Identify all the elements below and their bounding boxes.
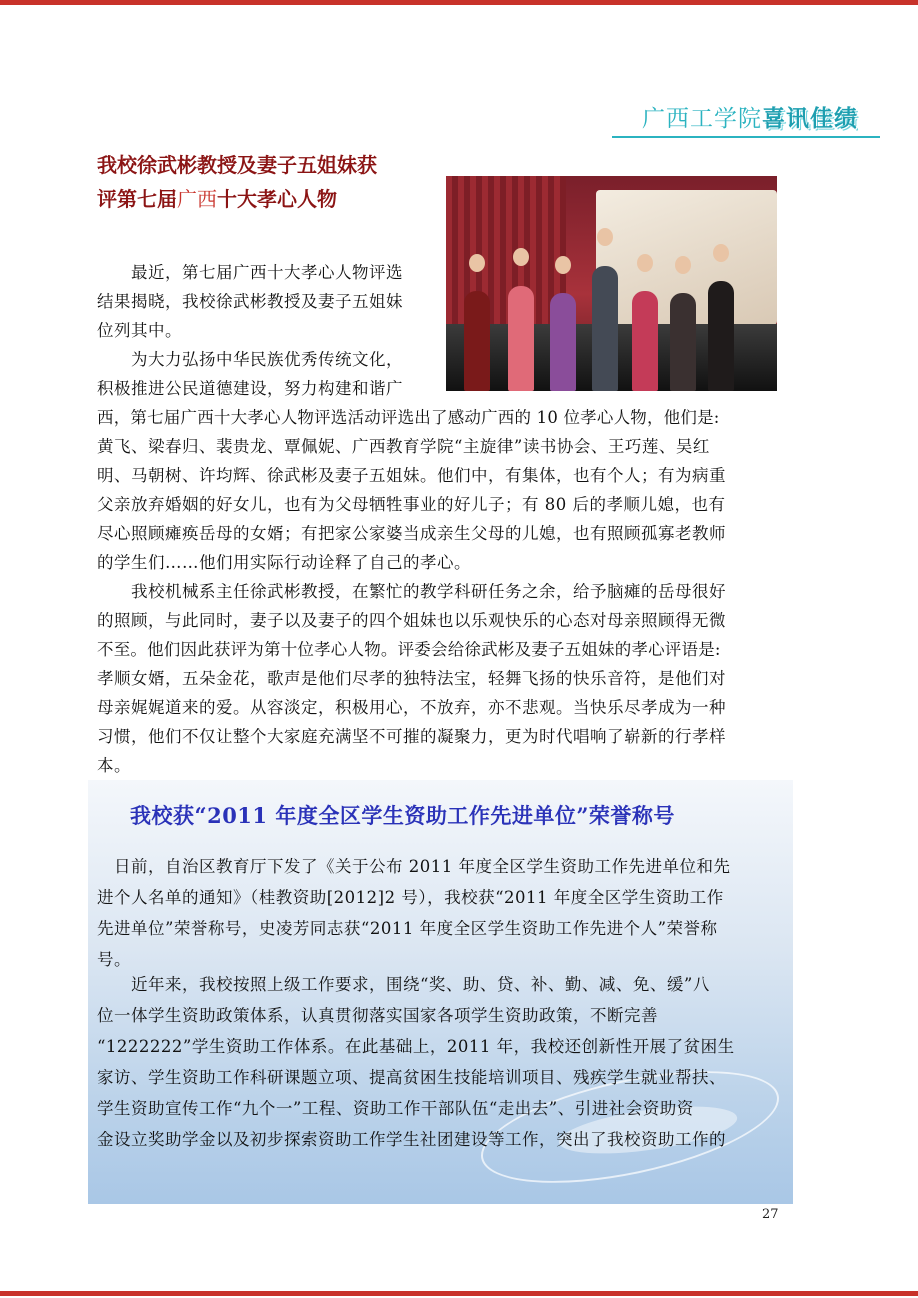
article2-title: 我校获“2011 年度全区学生资助工作先进单位”荣誉称号 (130, 803, 675, 828)
paragraph-line: 金设立奖助学金以及初步探索资助工作学生社团建设等工作，突出了我校资助工作的 (97, 1130, 726, 1149)
paragraph-line: 积极推进公民道德建设，努力构建和谐广 (97, 379, 403, 398)
paragraph-line: “1222222”学生资助工作体系。在此基础上，2011 年，我校还创新性开展了贫困生 (97, 1037, 735, 1056)
paragraph-line: 号。 (97, 950, 131, 969)
paragraph-line: 学生资助宣传工作“九个一”工程、资助工作干部队伍“走出去”、引进社会资助资 (97, 1099, 694, 1118)
title-part: 评第七届 (97, 187, 177, 211)
paragraph-line: 最近，第七届广西十大孝心人物评选 (97, 263, 403, 282)
section-header (642, 100, 858, 133)
paragraph-line: 黄飞、梁春归、裴贵龙、覃佩妮、广西教育学院“主旋律”读书协会、王巧莲、吴红 (97, 437, 710, 456)
paragraph-line: 的照顾，与此同时，妻子以及妻子的四个姐妹也以乐观快乐的心态对母亲照顾得无微 (97, 611, 726, 630)
page-number: 27 (762, 1207, 779, 1222)
award-ceremony-photo (446, 176, 777, 391)
title-accent: 广西 (177, 187, 217, 211)
header-prefix: 广西工学院 (642, 106, 762, 132)
paragraph-line: 不至。他们因此获评为第十位孝心人物。评委会给徐武彬及妻子五姐妹的孝心评语是: (97, 640, 721, 659)
paragraph-line: 家访、学生资助工作科研课题立项、提高贫困生技能培训项目、残疾学生就业帮扶、 (97, 1068, 726, 1087)
paragraph-line: 的学生们……他们用实际行动诠释了自己的孝心。 (97, 553, 471, 572)
paragraph-line: 孝顺女婿，五朵金花，歌声是他们尽孝的独特法宝，轻舞飞扬的快乐音符，是他们对 (97, 669, 726, 688)
paragraph-line: 日前，自治区教育厅下发了《关于公布 2011 年度全区学生资助工作先进单位和先 (97, 857, 731, 876)
paragraph-line: 结果揭晓，我校徐武彬教授及妻子五姐妹 (97, 292, 403, 311)
paragraph-line: 本。 (97, 756, 131, 775)
article1-title-line1: 我校徐武彬教授及妻子五姐妹获 (97, 153, 377, 177)
paragraph-line: 明、马朝树、许均辉、徐武彬及妻子五姐妹。他们中，有集体，也有个人；有为病重 (97, 466, 726, 485)
paragraph-line: 父亲放弃婚姻的好女儿，也有为父母牺牲事业的好儿子；有 80 后的孝顺儿媳，也有 (97, 495, 726, 514)
title-part: 十大孝心人物 (217, 187, 337, 211)
article1-title (97, 148, 457, 216)
paragraph-line: 位列其中。 (97, 321, 182, 340)
paragraph-line: 为大力弘扬中华民族优秀传统文化， (97, 350, 403, 369)
paragraph-line: 母亲娓娓道来的爱。从容淡定，积极用心，不放弃，亦不悲观。当快乐尽孝成为一种 (97, 698, 726, 717)
paragraph-line: 尽心照顾瘫痪岳母的女婿；有把家公家婆当成亲生父母的儿媳，也有照顾孤寡老教师 (97, 524, 726, 543)
paragraph-line: 习惯，他们不仅让整个大家庭充满坚不可摧的凝聚力，更为时代唱响了崭新的行孝样 (97, 727, 726, 746)
paragraph-line: 先进单位”荣誉称号，史凌芳同志获“2011 年度全区学生资助工作先进个人”荣誉称 (97, 919, 718, 938)
header-highlight: 喜讯佳绩 (762, 106, 858, 132)
header-underline (612, 136, 880, 138)
paragraph-line: 近年来，我校按照上级工作要求，围绕“奖、助、贷、补、勤、减、免、缓”八 (97, 975, 710, 994)
top-border (0, 0, 918, 5)
paragraph-line: 西，第七届广西十大孝心人物评选活动评选出了感动广西的 10 位孝心人物，他们是: (97, 408, 720, 427)
paragraph-line: 进个人名单的通知》（桂教资助[2012]2 号），我校获“2011 年度全区学生资助工作 (97, 888, 724, 907)
article1-title-line2 (97, 182, 457, 216)
paragraph-line: 位一体学生资助政策体系，认真贯彻落实国家各项学生资助政策，不断完善 (97, 1006, 658, 1025)
bottom-border (0, 1291, 918, 1296)
paragraph-line: 我校机械系主任徐武彬教授，在繁忙的教学科研任务之余，给予脑瘫的岳母很好 (97, 582, 726, 601)
